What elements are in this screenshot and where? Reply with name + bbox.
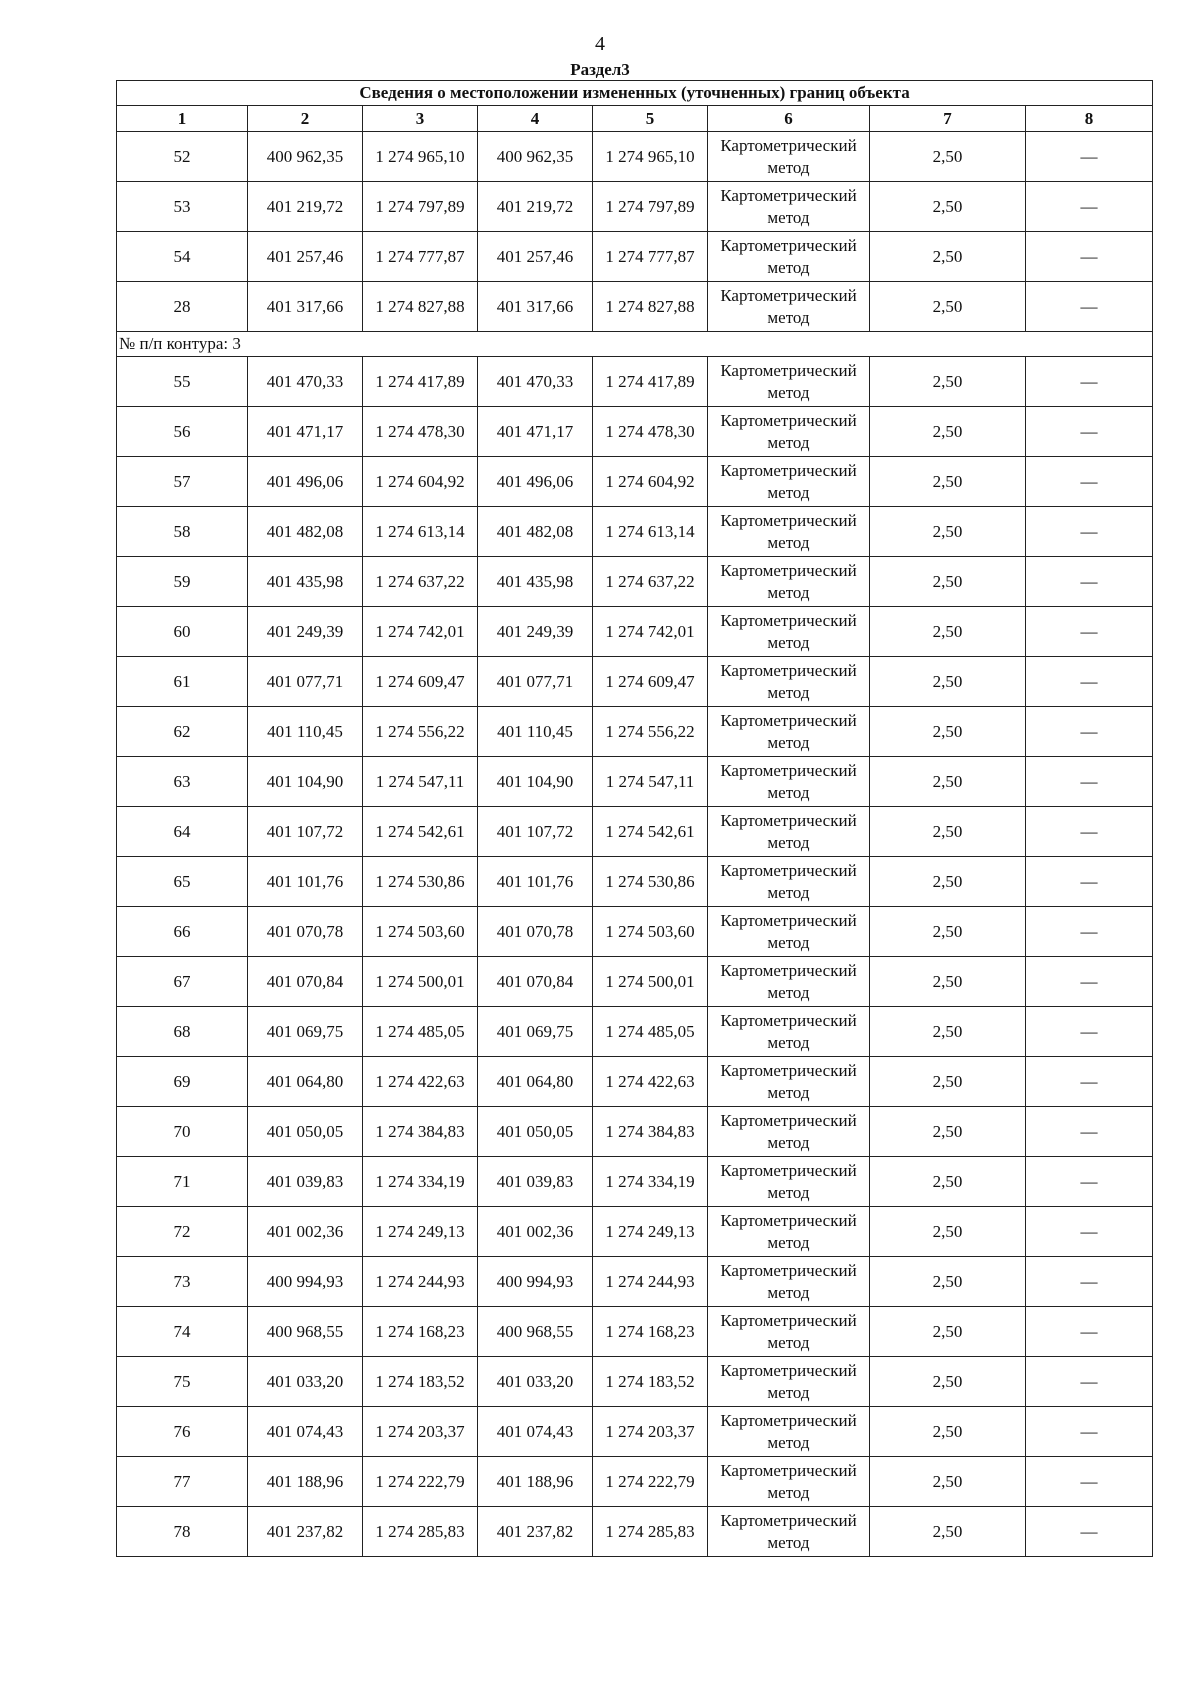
point-number-cell: 67 [117, 957, 248, 1007]
accuracy-cell: 2,50 [870, 907, 1026, 957]
column-number-row [117, 106, 1153, 132]
point-number-cell: 53 [117, 182, 248, 232]
y-existing-cell: 1 274 485,05 [363, 1007, 478, 1057]
x-existing-cell: 401 188,96 [248, 1457, 363, 1507]
description-cell: — [1026, 282, 1153, 332]
x-existing-cell: 401 002,36 [248, 1207, 363, 1257]
y-new-cell: 1 274 285,83 [593, 1507, 708, 1557]
method-cell: Картометрический метод [708, 507, 870, 557]
table-row [117, 132, 1153, 182]
column-header: 8 [1026, 106, 1153, 132]
method-cell: Картометрический метод [708, 707, 870, 757]
method-cell: Картометрический метод [708, 1157, 870, 1207]
column-header: 3 [363, 106, 478, 132]
point-number-cell: 76 [117, 1407, 248, 1457]
point-number-cell: 74 [117, 1307, 248, 1357]
x-existing-cell: 401 033,20 [248, 1357, 363, 1407]
y-existing-cell: 1 274 183,52 [363, 1357, 478, 1407]
accuracy-cell: 2,50 [870, 557, 1026, 607]
y-existing-cell: 1 274 604,92 [363, 457, 478, 507]
y-existing-cell: 1 274 285,83 [363, 1507, 478, 1557]
accuracy-cell: 2,50 [870, 232, 1026, 282]
point-number-cell: 56 [117, 407, 248, 457]
y-new-cell: 1 274 417,89 [593, 357, 708, 407]
description-cell: — [1026, 807, 1153, 857]
y-new-cell: 1 274 244,93 [593, 1257, 708, 1307]
table-row [117, 1157, 1153, 1207]
method-cell: Картометрический метод [708, 132, 870, 182]
accuracy-cell: 2,50 [870, 1257, 1026, 1307]
point-number-cell: 64 [117, 807, 248, 857]
y-new-cell: 1 274 637,22 [593, 557, 708, 607]
x-existing-cell: 401 069,75 [248, 1007, 363, 1057]
description-cell: — [1026, 1507, 1153, 1557]
method-cell: Картометрический метод [708, 1457, 870, 1507]
description-cell: — [1026, 657, 1153, 707]
y-new-cell: 1 274 604,92 [593, 457, 708, 507]
x-existing-cell: 400 968,55 [248, 1307, 363, 1357]
accuracy-cell: 2,50 [870, 1307, 1026, 1357]
x-new-cell: 401 074,43 [478, 1407, 593, 1457]
accuracy-cell: 2,50 [870, 607, 1026, 657]
description-cell: — [1026, 1007, 1153, 1057]
table-row [117, 1057, 1153, 1107]
table-row [117, 757, 1153, 807]
method-cell: Картометрический метод [708, 1007, 870, 1057]
y-existing-cell: 1 274 797,89 [363, 182, 478, 232]
description-cell: — [1026, 507, 1153, 557]
accuracy-cell: 2,50 [870, 1157, 1026, 1207]
method-cell: Картометрический метод [708, 557, 870, 607]
y-existing-cell: 1 274 742,01 [363, 607, 478, 657]
y-new-cell: 1 274 168,23 [593, 1307, 708, 1357]
description-cell: — [1026, 1307, 1153, 1357]
x-new-cell: 401 317,66 [478, 282, 593, 332]
table-row [117, 507, 1153, 557]
table-row [117, 1507, 1153, 1557]
accuracy-cell: 2,50 [870, 507, 1026, 557]
x-existing-cell: 401 107,72 [248, 807, 363, 857]
y-existing-cell: 1 274 542,61 [363, 807, 478, 857]
column-header: 2 [248, 106, 363, 132]
point-number-cell: 55 [117, 357, 248, 407]
x-existing-cell: 401 435,98 [248, 557, 363, 607]
x-new-cell: 401 482,08 [478, 507, 593, 557]
x-existing-cell: 401 064,80 [248, 1057, 363, 1107]
y-existing-cell: 1 274 965,10 [363, 132, 478, 182]
accuracy-cell: 2,50 [870, 857, 1026, 907]
x-new-cell: 401 064,80 [478, 1057, 593, 1107]
x-existing-cell: 401 257,46 [248, 232, 363, 282]
table-row [117, 1207, 1153, 1257]
table-row [117, 1457, 1153, 1507]
point-number-cell: 68 [117, 1007, 248, 1057]
point-number-cell: 62 [117, 707, 248, 757]
y-new-cell: 1 274 478,30 [593, 407, 708, 457]
y-new-cell: 1 274 183,52 [593, 1357, 708, 1407]
table-title: Сведения о местоположении измененных (уточненных) границ объекта [117, 81, 1153, 106]
y-new-cell: 1 274 503,60 [593, 907, 708, 957]
accuracy-cell: 2,50 [870, 707, 1026, 757]
method-cell: Картометрический метод [708, 957, 870, 1007]
x-new-cell: 401 107,72 [478, 807, 593, 857]
table-row [117, 607, 1153, 657]
accuracy-cell: 2,50 [870, 957, 1026, 1007]
x-existing-cell: 401 110,45 [248, 707, 363, 757]
y-new-cell: 1 274 965,10 [593, 132, 708, 182]
accuracy-cell: 2,50 [870, 282, 1026, 332]
x-new-cell: 401 069,75 [478, 1007, 593, 1057]
y-new-cell: 1 274 222,79 [593, 1457, 708, 1507]
table-row [117, 1407, 1153, 1457]
x-new-cell: 400 994,93 [478, 1257, 593, 1307]
column-header: 6 [708, 106, 870, 132]
x-new-cell: 401 188,96 [478, 1457, 593, 1507]
method-cell: Картометрический метод [708, 1257, 870, 1307]
x-new-cell: 401 237,82 [478, 1507, 593, 1557]
x-new-cell: 401 496,06 [478, 457, 593, 507]
x-new-cell: 401 471,17 [478, 407, 593, 457]
method-cell: Картометрический метод [708, 407, 870, 457]
y-new-cell: 1 274 613,14 [593, 507, 708, 557]
description-cell: — [1026, 132, 1153, 182]
y-new-cell: 1 274 797,89 [593, 182, 708, 232]
accuracy-cell: 2,50 [870, 1007, 1026, 1057]
table-row [117, 1007, 1153, 1057]
column-header: 4 [478, 106, 593, 132]
y-existing-cell: 1 274 249,13 [363, 1207, 478, 1257]
y-existing-cell: 1 274 244,93 [363, 1257, 478, 1307]
y-existing-cell: 1 274 334,19 [363, 1157, 478, 1207]
boundary-coordinates-table [116, 80, 1153, 1557]
point-number-cell: 54 [117, 232, 248, 282]
point-number-cell: 61 [117, 657, 248, 707]
y-new-cell: 1 274 609,47 [593, 657, 708, 707]
y-new-cell: 1 274 500,01 [593, 957, 708, 1007]
x-existing-cell: 401 317,66 [248, 282, 363, 332]
x-existing-cell: 401 070,78 [248, 907, 363, 957]
y-new-cell: 1 274 203,37 [593, 1407, 708, 1457]
y-existing-cell: 1 274 827,88 [363, 282, 478, 332]
y-new-cell: 1 274 384,83 [593, 1107, 708, 1157]
accuracy-cell: 2,50 [870, 1457, 1026, 1507]
description-cell: — [1026, 957, 1153, 1007]
y-new-cell: 1 274 249,13 [593, 1207, 708, 1257]
point-number-cell: 73 [117, 1257, 248, 1307]
x-new-cell: 401 050,05 [478, 1107, 593, 1157]
accuracy-cell: 2,50 [870, 182, 1026, 232]
point-number-cell: 72 [117, 1207, 248, 1257]
x-existing-cell: 401 482,08 [248, 507, 363, 557]
method-cell: Картометрический метод [708, 282, 870, 332]
y-new-cell: 1 274 485,05 [593, 1007, 708, 1057]
table-row [117, 182, 1153, 232]
x-new-cell: 401 002,36 [478, 1207, 593, 1257]
point-number-cell: 65 [117, 857, 248, 907]
table-row [117, 1357, 1153, 1407]
x-existing-cell: 401 249,39 [248, 607, 363, 657]
y-new-cell: 1 274 334,19 [593, 1157, 708, 1207]
table-row [117, 232, 1153, 282]
table-row [117, 357, 1153, 407]
y-new-cell: 1 274 547,11 [593, 757, 708, 807]
point-number-cell: 28 [117, 282, 248, 332]
method-cell: Картометрический метод [708, 357, 870, 407]
x-new-cell: 401 470,33 [478, 357, 593, 407]
point-number-cell: 57 [117, 457, 248, 507]
accuracy-cell: 2,50 [870, 657, 1026, 707]
table-row [117, 282, 1153, 332]
description-cell: — [1026, 707, 1153, 757]
y-existing-cell: 1 274 609,47 [363, 657, 478, 707]
x-existing-cell: 401 470,33 [248, 357, 363, 407]
method-cell: Картометрический метод [708, 182, 870, 232]
y-existing-cell: 1 274 637,22 [363, 557, 478, 607]
y-existing-cell: 1 274 478,30 [363, 407, 478, 457]
method-cell: Картометрический метод [708, 1507, 870, 1557]
y-existing-cell: 1 274 500,01 [363, 957, 478, 1007]
x-existing-cell: 401 104,90 [248, 757, 363, 807]
y-existing-cell: 1 274 222,79 [363, 1457, 478, 1507]
description-cell: — [1026, 557, 1153, 607]
table-title-row [117, 81, 1153, 106]
y-existing-cell: 1 274 777,87 [363, 232, 478, 282]
method-cell: Картометрический метод [708, 1307, 870, 1357]
point-number-cell: 66 [117, 907, 248, 957]
y-existing-cell: 1 274 417,89 [363, 357, 478, 407]
section-label: Раздел3 [570, 60, 630, 79]
table-row [117, 707, 1153, 757]
table-row [117, 407, 1153, 457]
method-cell: Картометрический метод [708, 757, 870, 807]
description-cell: — [1026, 1157, 1153, 1207]
column-header: 1 [117, 106, 248, 132]
description-cell: — [1026, 607, 1153, 657]
x-existing-cell: 401 050,05 [248, 1107, 363, 1157]
x-existing-cell: 401 077,71 [248, 657, 363, 707]
method-cell: Картометрический метод [708, 1407, 870, 1457]
accuracy-cell: 2,50 [870, 1407, 1026, 1457]
point-number-cell: 71 [117, 1157, 248, 1207]
table-row [117, 857, 1153, 907]
method-cell: Картометрический метод [708, 857, 870, 907]
method-cell: Картометрический метод [708, 657, 870, 707]
page-number: 4 [595, 33, 605, 55]
method-cell: Картометрический метод [708, 232, 870, 282]
table-body [117, 132, 1153, 1557]
y-existing-cell: 1 274 556,22 [363, 707, 478, 757]
method-cell: Картометрический метод [708, 1207, 870, 1257]
method-cell: Картометрический метод [708, 1057, 870, 1107]
x-new-cell: 401 104,90 [478, 757, 593, 807]
table-row [117, 1307, 1153, 1357]
table-row [117, 557, 1153, 607]
x-new-cell: 401 070,84 [478, 957, 593, 1007]
accuracy-cell: 2,50 [870, 457, 1026, 507]
x-new-cell: 401 257,46 [478, 232, 593, 282]
y-new-cell: 1 274 742,01 [593, 607, 708, 657]
point-number-cell: 52 [117, 132, 248, 182]
table-row [117, 1257, 1153, 1307]
accuracy-cell: 2,50 [870, 407, 1026, 457]
point-number-cell: 78 [117, 1507, 248, 1557]
description-cell: — [1026, 457, 1153, 507]
y-new-cell: 1 274 530,86 [593, 857, 708, 907]
x-existing-cell: 401 101,76 [248, 857, 363, 907]
y-existing-cell: 1 274 422,63 [363, 1057, 478, 1107]
x-new-cell: 400 968,55 [478, 1307, 593, 1357]
accuracy-cell: 2,50 [870, 757, 1026, 807]
x-new-cell: 401 039,83 [478, 1157, 593, 1207]
y-new-cell: 1 274 556,22 [593, 707, 708, 757]
description-cell: — [1026, 1057, 1153, 1107]
y-existing-cell: 1 274 384,83 [363, 1107, 478, 1157]
accuracy-cell: 2,50 [870, 1507, 1026, 1557]
table-row [117, 907, 1153, 957]
method-cell: Картометрический метод [708, 1107, 870, 1157]
description-cell: — [1026, 1357, 1153, 1407]
y-existing-cell: 1 274 547,11 [363, 757, 478, 807]
y-existing-cell: 1 274 530,86 [363, 857, 478, 907]
accuracy-cell: 2,50 [870, 807, 1026, 857]
x-existing-cell: 400 962,35 [248, 132, 363, 182]
x-existing-cell: 401 219,72 [248, 182, 363, 232]
x-existing-cell: 401 074,43 [248, 1407, 363, 1457]
point-number-cell: 59 [117, 557, 248, 607]
accuracy-cell: 2,50 [870, 1107, 1026, 1157]
description-cell: — [1026, 407, 1153, 457]
x-new-cell: 401 033,20 [478, 1357, 593, 1407]
accuracy-cell: 2,50 [870, 1207, 1026, 1257]
y-existing-cell: 1 274 503,60 [363, 907, 478, 957]
x-existing-cell: 401 496,06 [248, 457, 363, 507]
description-cell: — [1026, 1457, 1153, 1507]
point-number-cell: 63 [117, 757, 248, 807]
x-new-cell: 401 070,78 [478, 907, 593, 957]
description-cell: — [1026, 757, 1153, 807]
x-new-cell: 401 101,76 [478, 857, 593, 907]
accuracy-cell: 2,50 [870, 357, 1026, 407]
y-new-cell: 1 274 542,61 [593, 807, 708, 857]
x-new-cell: 400 962,35 [478, 132, 593, 182]
description-cell: — [1026, 232, 1153, 282]
description-cell: — [1026, 1207, 1153, 1257]
y-existing-cell: 1 274 168,23 [363, 1307, 478, 1357]
x-new-cell: 401 249,39 [478, 607, 593, 657]
point-number-cell: 70 [117, 1107, 248, 1157]
column-header: 5 [593, 106, 708, 132]
accuracy-cell: 2,50 [870, 132, 1026, 182]
method-cell: Картометрический метод [708, 807, 870, 857]
y-new-cell: 1 274 422,63 [593, 1057, 708, 1107]
method-cell: Картометрический метод [708, 1357, 870, 1407]
x-existing-cell: 401 237,82 [248, 1507, 363, 1557]
point-number-cell: 60 [117, 607, 248, 657]
y-existing-cell: 1 274 613,14 [363, 507, 478, 557]
table-row [117, 457, 1153, 507]
y-existing-cell: 1 274 203,37 [363, 1407, 478, 1457]
description-cell: — [1026, 1407, 1153, 1457]
table-row [117, 1107, 1153, 1157]
point-number-cell: 69 [117, 1057, 248, 1107]
x-new-cell: 401 435,98 [478, 557, 593, 607]
x-existing-cell: 400 994,93 [248, 1257, 363, 1307]
method-cell: Картометрический метод [708, 907, 870, 957]
point-number-cell: 77 [117, 1457, 248, 1507]
accuracy-cell: 2,50 [870, 1057, 1026, 1107]
y-new-cell: 1 274 827,88 [593, 282, 708, 332]
point-number-cell: 75 [117, 1357, 248, 1407]
contour-row [117, 332, 1153, 357]
x-new-cell: 401 110,45 [478, 707, 593, 757]
description-cell: — [1026, 1257, 1153, 1307]
description-cell: — [1026, 357, 1153, 407]
x-new-cell: 401 219,72 [478, 182, 593, 232]
table-row [117, 957, 1153, 1007]
method-cell: Картометрический метод [708, 607, 870, 657]
description-cell: — [1026, 182, 1153, 232]
column-header: 7 [870, 106, 1026, 132]
x-existing-cell: 401 039,83 [248, 1157, 363, 1207]
table-row [117, 657, 1153, 707]
point-number-cell: 58 [117, 507, 248, 557]
contour-label: № п/п контура: 3 [117, 332, 1153, 357]
description-cell: — [1026, 857, 1153, 907]
method-cell: Картометрический метод [708, 457, 870, 507]
description-cell: — [1026, 1107, 1153, 1157]
x-new-cell: 401 077,71 [478, 657, 593, 707]
accuracy-cell: 2,50 [870, 1357, 1026, 1407]
x-existing-cell: 401 471,17 [248, 407, 363, 457]
x-existing-cell: 401 070,84 [248, 957, 363, 1007]
y-new-cell: 1 274 777,87 [593, 232, 708, 282]
description-cell: — [1026, 907, 1153, 957]
table-row [117, 807, 1153, 857]
